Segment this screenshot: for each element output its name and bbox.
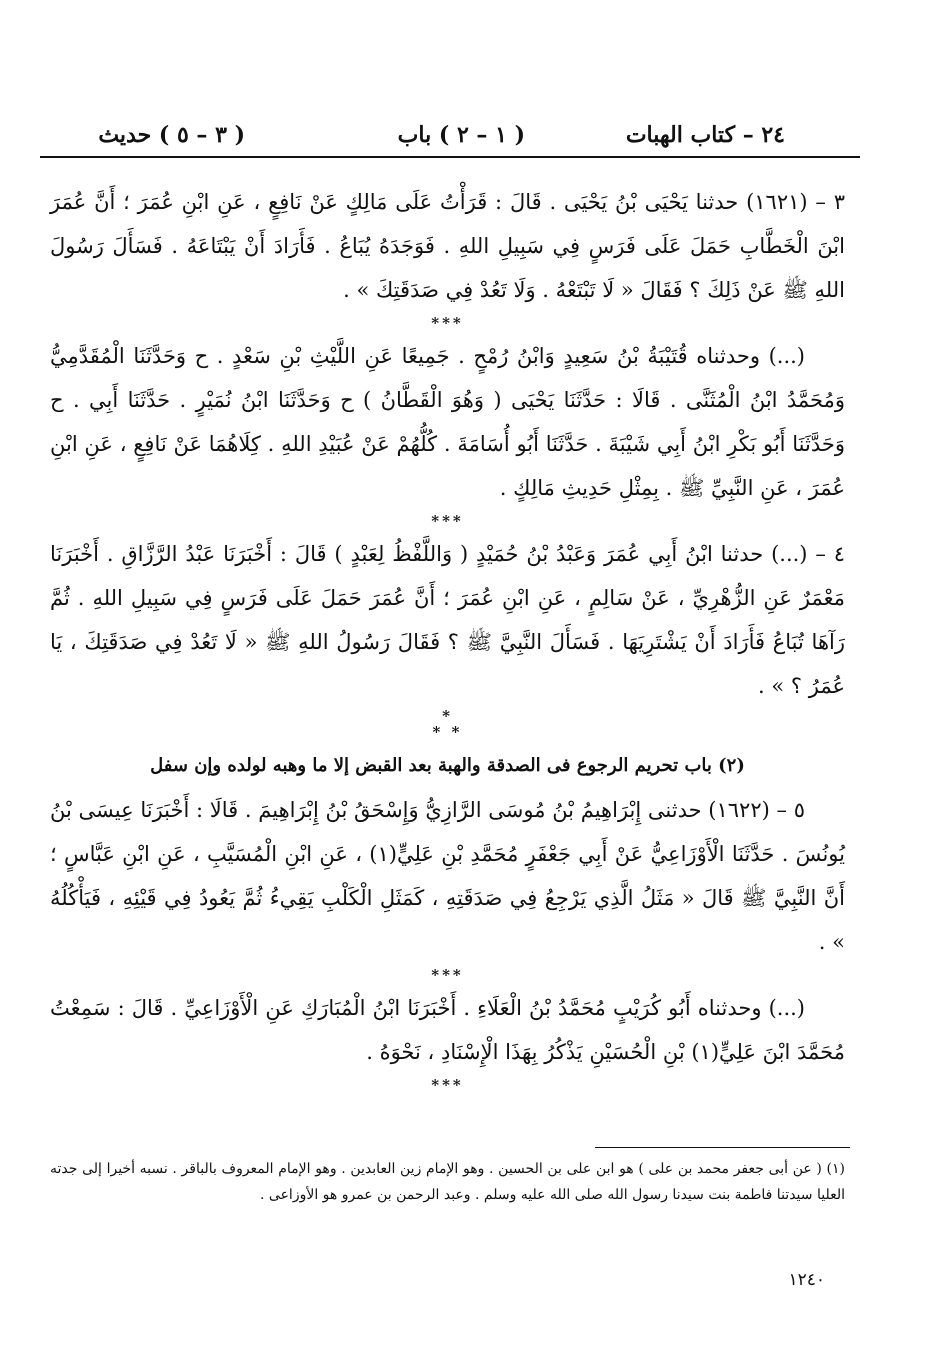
separator-4: *** [431, 1076, 464, 1094]
ornament-top-star: * [442, 707, 453, 725]
hadith-5-variant: (...) وحدثناه أَبُو كُرَيْبٍ مُحَمَّدُ بْنُ الْعَلَاءِ . أَخْبَرَنَا ابْنُ الْمُبَارَكِ عَنِ الْأَوْزَاعِيِّ . قَالَ : سَمِعْتُ مُحَمَّدَ ابْنَ عَلِيٍّ(١) بْنِ الْحُسَيْنِ يَذْكُرُ بِهَذَا الْإِسْنَادِ ، نَحْوَهُ . [50, 996, 845, 1064]
separator-2: *** [431, 512, 464, 530]
header-hadith-range: ( ٣ – ٥ ) حديث [98, 122, 245, 148]
hadith-4: ٤ – (...) حدثنا ابْنُ أَبِي عُمَرَ وَعَبْدُ بْنُ حُمَيْدٍ ( وَاللَّفْظُ لِعَبْدٍ ) قَالَ : أَخْبَرَنَا عَبْدُ الرَّزَّاقِ . أَخْبَرَنَا مَعْمَرٌ عَنِ الزُّهْرِيِّ ، عَنْ سَالِمٍ ، عَنِ ابْنِ عُمَرَ ؛ أَنَّ عُمَرَ حَمَلَ عَلَى فَرَسٍ فِي سَبِيلِ اللهِ . ثُمَّ رَآهَا تُبَاعُ فَأَرَادَ أَنْ يَشْتَرِيَهَا . فَسَأَلَ النَّبِيَّ ﷺ ؟ فَقَالَ رَسُولُ اللهِ ﷺ « لَا تَعُدْ فِي صَدَقَتِكَ ، يَا عُمَرُ ؟ » . [50, 542, 845, 698]
hadith-5: ٥ – (١٦٢٢) حدثنى إِبْرَاهِيمُ بْنُ مُوسَى الرَّازِيُّ وَإِسْحَقُ بْنُ إِبْرَاهِيمَ . قَالَا : أَخْبَرَنَا عِيسَى بْنُ يُونُسَ . حَدَّثَنَا الْأَوْزَاعِيُّ عَنْ أَبِي جَعْفَرٍ مُحَمَّدِ بْنِ عَلِيٍّ(١) ، عَنِ ابْنِ الْمُسَيَّبِ ، عَنِ ابْنِ عَبَّاسٍ ؛ أَنَّ النَّبِيَّ ﷺ قَالَ « مَثَلُ الَّذِي يَرْجِعُ فِي صَدَقَتِهِ ، كَمَثَلِ الْكَلْبِ يَقِيءُ ثُمَّ يَعُودُ فِي قَيْئِهِ ، فَيَأْكُلُهُ » . [50, 798, 845, 954]
header-bab-range: ( ١ – ٢ ) باب [397, 122, 525, 148]
separator-1: *** [431, 314, 464, 332]
footnote: (١) ( عن أبى جعفر محمد بن على ) هو ابن على بن الحسين . وهو الإمام زين العابدين . وهو الإمام المعروف بالباقر . نسبه أخيرا إلى جدته العليا سيدتنا فاطمة بنت سيدنا رسول الله صلى الله عليه وسلم . وعبد الرحمن بن عمرو هو الأوزاعى . [50, 1161, 845, 1203]
hadith-3-variant: (...) وحدثناه قُتَيْبَةُ بْنُ سَعِيدٍ وَابْنُ رُمْحٍ . جَمِيعًا عَنِ اللَّيْثِ بْنِ سَعْدٍ . ح وَحَدَّثَنَا الْمُقَدَّمِيُّ وَمُحَمَّدُ ابْنُ الْمُثَنَّى . قَالَا : حَدَّثَنَا يَحْيَى ( وَهُوَ الْقَطَّانُ ) ح وَحَدَّثَنَا ابْنُ نُمَيْرٍ . حَدَّثَنَا أَبِي . ح وَحَدَّثَنَا أَبُو بَكْرِ ابْنُ أَبِي شَيْبَةَ . حَدَّثَنَا أَبُو أُسَامَةَ . كُلُّهُمْ عَنْ عُبَيْدِ اللهِ . كِلَاهُمَا عَنْ نَافِعٍ ، عَنِ ابْنِ عُمَرَ ، عَنِ النَّبِيِّ ﷺ . بِمِثْلِ حَدِيثِ مَالِكٍ . [50, 344, 845, 500]
page-number: ١٢٤٠ [788, 1270, 825, 1290]
hadith-3: ٣ – (١٦٢١) حدثنا يَحْيَى بْنُ يَحْيَى . قَالَ : قَرَأْتُ عَلَى مَالِكٍ عَنْ نَافِعٍ ، عَنِ ابْنِ عُمَرَ ؛ أَنَّ عُمَرَ ابْنَ الْخَطَّابِ حَمَلَ عَلَى فَرَسٍ فِي سَبِيلِ اللهِ . فَوَجَدَهُ يُبَاعُ . فَأَرَادَ أَنْ يَبْتَاعَهُ . فَسَأَلَ رَسُولَ اللهِ ﷺ عَنْ ذَلِكَ ؟ فَقَالَ « لَا تَبْتَعْهُ . وَلَا تَعُدْ فِي صَدَقَتِكَ » . [50, 190, 845, 302]
section-ornament [50, 708, 845, 740]
footnote-rule [595, 1147, 850, 1148]
chapter-heading: (٢) باب تحريم الرجوع فى الصدقة والهبة بعد القبض إلا ما وهبه لولده وإن سفل [150, 755, 745, 776]
ornament-bottom-stars: * * [432, 723, 463, 741]
running-header [95, 118, 855, 154]
header-book-title: ٢٤ – كتاب الهبات [625, 122, 785, 148]
header-rule [40, 156, 860, 158]
separator-3: *** [431, 966, 464, 984]
main-text [50, 180, 845, 1096]
